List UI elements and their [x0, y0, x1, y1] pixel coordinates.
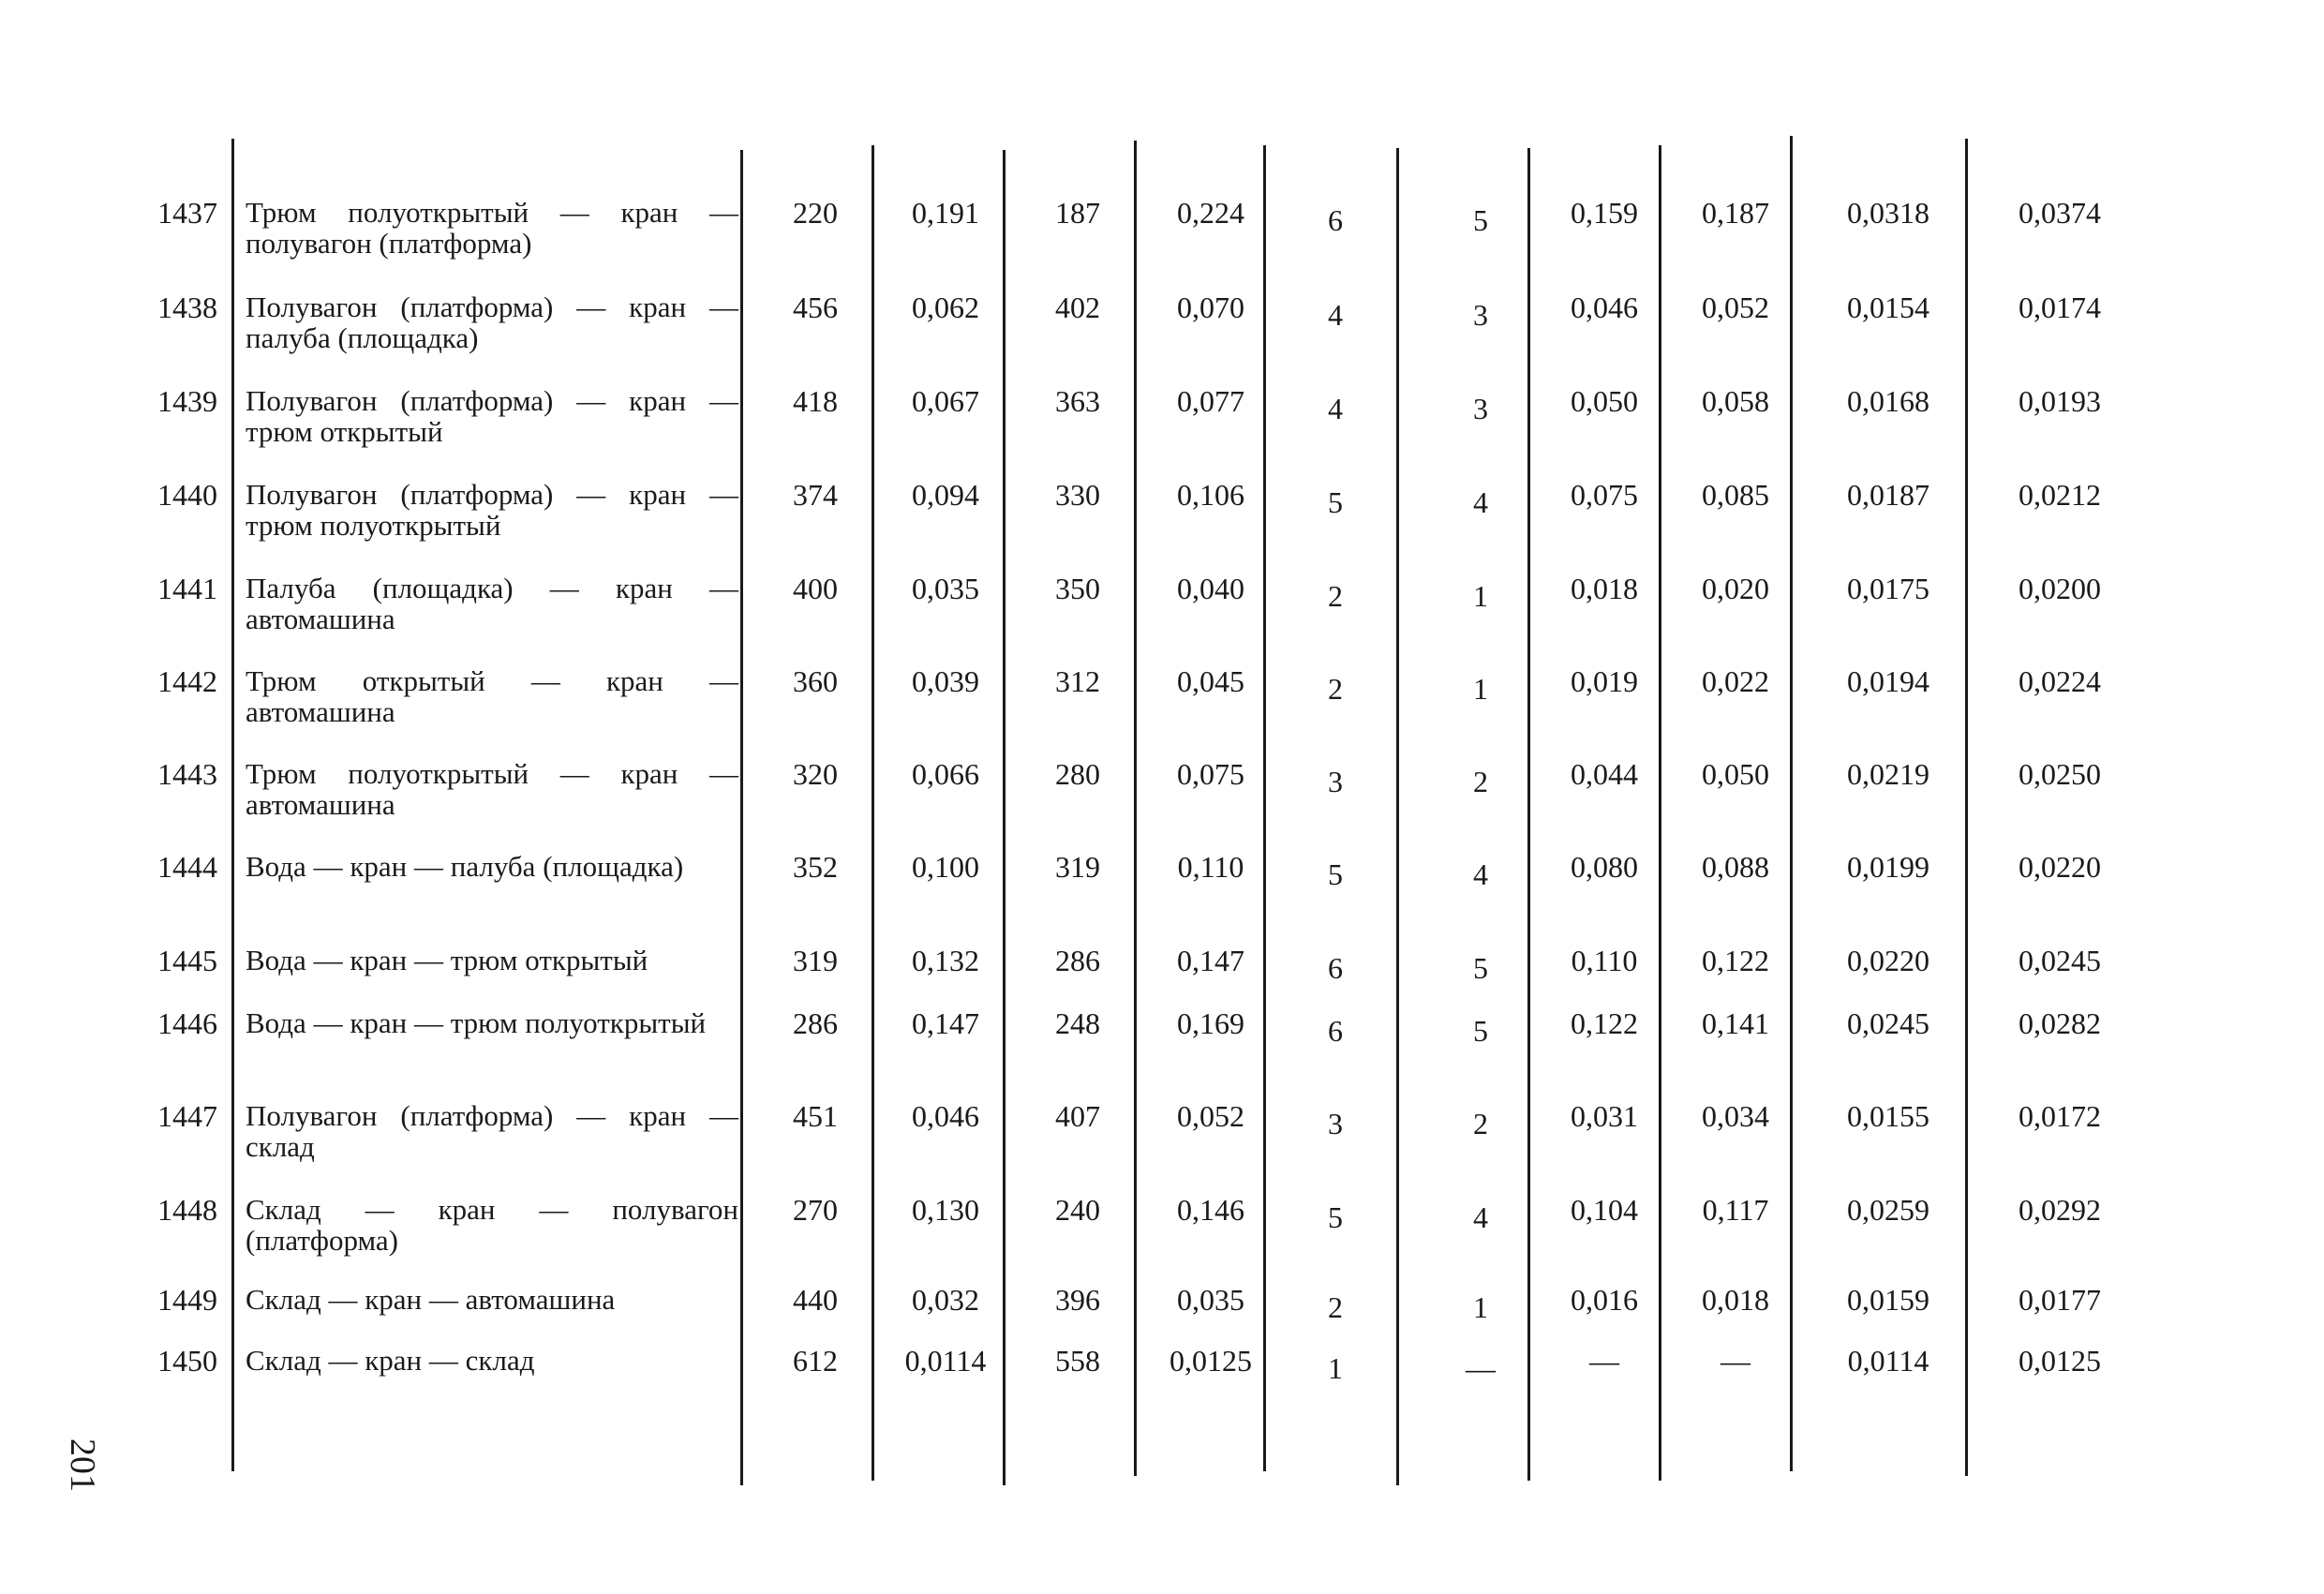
value-cell-9: 0,0155: [1847, 1099, 1929, 1133]
table-row: [0, 1100, 2324, 1194]
value-cell-10: 0,0125: [2019, 1344, 2101, 1378]
value-cell-9: 0,0219: [1847, 757, 1929, 791]
value-cell-10: 0,0292: [2019, 1193, 2101, 1227]
row-number: 1442: [157, 664, 217, 698]
operation-description: Склад — кран — автомашина: [246, 1283, 616, 1316]
operation-description: Трюм полуоткрытый — кран — полувагон (платформа): [246, 196, 738, 260]
value-cell-10: 0,0282: [2019, 1006, 2101, 1040]
value-cell-6: 5: [1473, 1014, 1488, 1048]
value-cell-3: 312: [1055, 664, 1100, 698]
value-cell-9: 0,0259: [1847, 1193, 1929, 1227]
value-cell-5: 3: [1328, 765, 1343, 798]
value-cell-3: 187: [1055, 196, 1100, 230]
value-cell-1: 320: [793, 757, 838, 791]
value-cell-1: 374: [793, 478, 838, 512]
value-cell-9: 0,0187: [1847, 478, 1929, 512]
value-cell-8: 0,122: [1702, 944, 1769, 977]
value-cell-2: 0,035: [912, 572, 979, 605]
row-number: 1448: [157, 1193, 217, 1227]
value-cell-5: 4: [1328, 392, 1343, 425]
value-cell-5: 6: [1328, 951, 1343, 985]
value-cell-1: 319: [793, 944, 838, 977]
operation-description: Трюм полуоткрытый — кран — автомашина: [246, 757, 738, 821]
row-number: 1440: [157, 478, 217, 512]
operation-description: Полувагон (платформа) — кран — склад: [246, 1099, 738, 1163]
value-cell-9: 0,0194: [1847, 664, 1929, 698]
value-cell-5: 3: [1328, 1107, 1343, 1140]
value-cell-7: 0,159: [1571, 196, 1638, 230]
value-cell-9: 0,0175: [1847, 572, 1929, 605]
value-cell-7: 0,031: [1571, 1099, 1638, 1133]
value-cell-1: 400: [793, 572, 838, 605]
value-cell-6: 2: [1473, 1107, 1488, 1140]
table-row: [0, 197, 2324, 290]
value-cell-3: 319: [1055, 850, 1100, 884]
value-cell-6: 1: [1473, 579, 1488, 613]
value-cell-7: 0,016: [1571, 1283, 1638, 1317]
value-cell-3: 280: [1055, 757, 1100, 791]
value-cell-7: 0,018: [1571, 572, 1638, 605]
value-cell-1: 220: [793, 196, 838, 230]
value-cell-5: 6: [1328, 1014, 1343, 1048]
value-cell-1: 418: [793, 384, 838, 418]
operation-description: Склад — кран — склад: [246, 1344, 535, 1377]
table-row: [0, 665, 2324, 759]
value-cell-6: 4: [1473, 1200, 1488, 1234]
value-cell-4: 0,0125: [1169, 1344, 1252, 1378]
row-number: 1437: [157, 196, 217, 230]
table-row: [0, 573, 2324, 666]
row-number: 1449: [157, 1283, 217, 1317]
value-cell-9: 0,0114: [1847, 1344, 1929, 1378]
value-cell-9: 0,0159: [1847, 1283, 1929, 1317]
value-cell-9: 0,0168: [1847, 384, 1929, 418]
operation-description: Вода — кран — трюм открытый: [246, 944, 648, 976]
value-cell-5: 6: [1328, 203, 1343, 237]
value-cell-2: 0,046: [912, 1099, 979, 1133]
value-cell-10: 0,0200: [2019, 572, 2101, 605]
value-cell-3: 286: [1055, 944, 1100, 977]
value-cell-2: 0,130: [912, 1193, 979, 1227]
value-cell-8: —: [1721, 1344, 1750, 1378]
value-cell-5: 4: [1328, 298, 1343, 332]
value-cell-8: 0,187: [1702, 196, 1769, 230]
value-cell-8: 0,058: [1702, 384, 1769, 418]
value-cell-1: 286: [793, 1006, 838, 1040]
value-cell-8: 0,117: [1702, 1193, 1769, 1227]
value-cell-5: 5: [1328, 857, 1343, 891]
value-cell-1: 451: [793, 1099, 838, 1133]
row-number: 1439: [157, 384, 217, 418]
value-cell-2: 0,066: [912, 757, 979, 791]
value-cell-2: 0,067: [912, 384, 979, 418]
row-number: 1447: [157, 1099, 217, 1133]
value-cell-5: 2: [1328, 1290, 1343, 1324]
value-cell-9: 0,0154: [1847, 290, 1929, 324]
row-number: 1446: [157, 1006, 217, 1040]
value-cell-8: 0,034: [1702, 1099, 1769, 1133]
value-cell-7: 0,050: [1571, 384, 1638, 418]
table-row: [0, 758, 2324, 852]
value-cell-6: 1: [1473, 672, 1488, 706]
value-cell-3: 407: [1055, 1099, 1100, 1133]
value-cell-6: 3: [1473, 298, 1488, 332]
value-cell-1: 352: [793, 850, 838, 884]
value-cell-8: 0,052: [1702, 290, 1769, 324]
value-cell-6: 2: [1473, 765, 1488, 798]
table-row: [0, 1194, 2324, 1288]
value-cell-7: —: [1589, 1344, 1619, 1378]
value-cell-3: 248: [1055, 1006, 1100, 1040]
operation-description: Палуба (площадка) — кран — автомашина: [246, 572, 738, 635]
value-cell-4: 0,110: [1177, 850, 1244, 884]
row-number: 1443: [157, 757, 217, 791]
value-cell-7: 0,110: [1571, 944, 1638, 977]
value-cell-2: 0,100: [912, 850, 979, 884]
table-row: [0, 291, 2324, 385]
value-cell-7: 0,122: [1571, 1006, 1638, 1040]
value-cell-10: 0,0250: [2019, 757, 2101, 791]
table-row: [0, 479, 2324, 573]
value-cell-4: 0,070: [1177, 290, 1244, 324]
value-cell-10: 0,0177: [2019, 1283, 2101, 1317]
value-cell-9: 0,0245: [1847, 1006, 1929, 1040]
value-cell-3: 396: [1055, 1283, 1100, 1317]
value-cell-3: 402: [1055, 290, 1100, 324]
value-cell-4: 0,045: [1177, 664, 1244, 698]
value-cell-2: 0,191: [912, 196, 979, 230]
value-cell-1: 360: [793, 664, 838, 698]
value-cell-1: 440: [793, 1283, 838, 1317]
row-number: 1445: [157, 944, 217, 977]
value-cell-5: 2: [1328, 672, 1343, 706]
value-cell-10: 0,0220: [2019, 850, 2101, 884]
value-cell-4: 0,147: [1177, 944, 1244, 977]
value-cell-7: 0,075: [1571, 478, 1638, 512]
value-cell-7: 0,044: [1571, 757, 1638, 791]
value-cell-8: 0,020: [1702, 572, 1769, 605]
value-cell-4: 0,106: [1177, 478, 1244, 512]
value-cell-2: 0,039: [912, 664, 979, 698]
value-cell-6: —: [1466, 1351, 1496, 1385]
value-cell-3: 330: [1055, 478, 1100, 512]
value-cell-6: 1: [1473, 1290, 1488, 1324]
value-cell-6: 4: [1473, 485, 1488, 519]
value-cell-7: 0,019: [1571, 664, 1638, 698]
value-cell-8: 0,022: [1702, 664, 1769, 698]
value-cell-7: 0,104: [1571, 1193, 1638, 1227]
value-cell-2: 0,032: [912, 1283, 979, 1317]
value-cell-6: 3: [1473, 392, 1488, 425]
value-cell-10: 0,0172: [2019, 1099, 2101, 1133]
value-cell-10: 0,0374: [2019, 196, 2101, 230]
value-cell-7: 0,046: [1571, 290, 1638, 324]
table-row: [0, 1007, 2324, 1101]
value-cell-8: 0,141: [1702, 1006, 1769, 1040]
value-cell-10: 0,0174: [2019, 290, 2101, 324]
value-cell-3: 240: [1055, 1193, 1100, 1227]
value-cell-5: 2: [1328, 579, 1343, 613]
value-cell-8: 0,050: [1702, 757, 1769, 791]
value-cell-4: 0,075: [1177, 757, 1244, 791]
value-cell-4: 0,052: [1177, 1099, 1244, 1133]
operation-description: Трюм открытый — кран — автомашина: [246, 664, 738, 728]
value-cell-2: 0,147: [912, 1006, 979, 1040]
page-number: 201: [63, 1438, 102, 1492]
value-cell-4: 0,035: [1177, 1283, 1244, 1317]
operation-description: Вода — кран — палуба (площадка): [246, 850, 684, 883]
value-cell-10: 0,0245: [2019, 944, 2101, 977]
value-cell-4: 0,224: [1177, 196, 1244, 230]
table-row: [0, 851, 2324, 945]
value-cell-4: 0,040: [1177, 572, 1244, 605]
value-cell-8: 0,018: [1702, 1283, 1769, 1317]
value-cell-3: 558: [1055, 1344, 1100, 1378]
value-cell-5: 5: [1328, 1200, 1343, 1234]
value-cell-8: 0,085: [1702, 478, 1769, 512]
operation-description: Полувагон (платформа) — кран — трюм полуоткрытый: [246, 478, 738, 542]
table-row: [0, 1345, 2324, 1438]
value-cell-3: 363: [1055, 384, 1100, 418]
value-cell-3: 350: [1055, 572, 1100, 605]
value-cell-4: 0,169: [1177, 1006, 1244, 1040]
value-cell-2: 0,132: [912, 944, 979, 977]
row-number: 1450: [157, 1344, 217, 1378]
value-cell-6: 4: [1473, 857, 1488, 891]
value-cell-6: 5: [1473, 951, 1488, 985]
value-cell-7: 0,080: [1571, 850, 1638, 884]
operation-description: Полувагон (платформа) — кран — палуба (площадка): [246, 290, 738, 354]
value-cell-10: 0,0193: [2019, 384, 2101, 418]
operation-description: Полувагон (платформа) — кран — трюм открытый: [246, 384, 738, 448]
value-cell-1: 270: [793, 1193, 838, 1227]
value-cell-4: 0,077: [1177, 384, 1244, 418]
value-cell-10: 0,0224: [2019, 664, 2101, 698]
value-cell-1: 456: [793, 290, 838, 324]
row-number: 1444: [157, 850, 217, 884]
value-cell-2: 0,0114: [904, 1344, 987, 1378]
value-cell-8: 0,088: [1702, 850, 1769, 884]
value-cell-9: 0,0220: [1847, 944, 1929, 977]
value-cell-9: 0,0199: [1847, 850, 1929, 884]
table-row: [0, 385, 2324, 479]
value-cell-4: 0,146: [1177, 1193, 1244, 1227]
operation-description: Склад — кран — полувагон (платформа): [246, 1193, 738, 1257]
value-cell-6: 5: [1473, 203, 1488, 237]
value-cell-9: 0,0318: [1847, 196, 1929, 230]
value-cell-10: 0,0212: [2019, 478, 2101, 512]
value-cell-2: 0,094: [912, 478, 979, 512]
value-cell-2: 0,062: [912, 290, 979, 324]
value-cell-5: 1: [1328, 1351, 1343, 1385]
row-number: 1438: [157, 290, 217, 324]
value-cell-5: 5: [1328, 485, 1343, 519]
row-number: 1441: [157, 572, 217, 605]
operation-description: Вода — кран — трюм полуоткрытый: [246, 1006, 707, 1039]
value-cell-1: 612: [793, 1344, 838, 1378]
